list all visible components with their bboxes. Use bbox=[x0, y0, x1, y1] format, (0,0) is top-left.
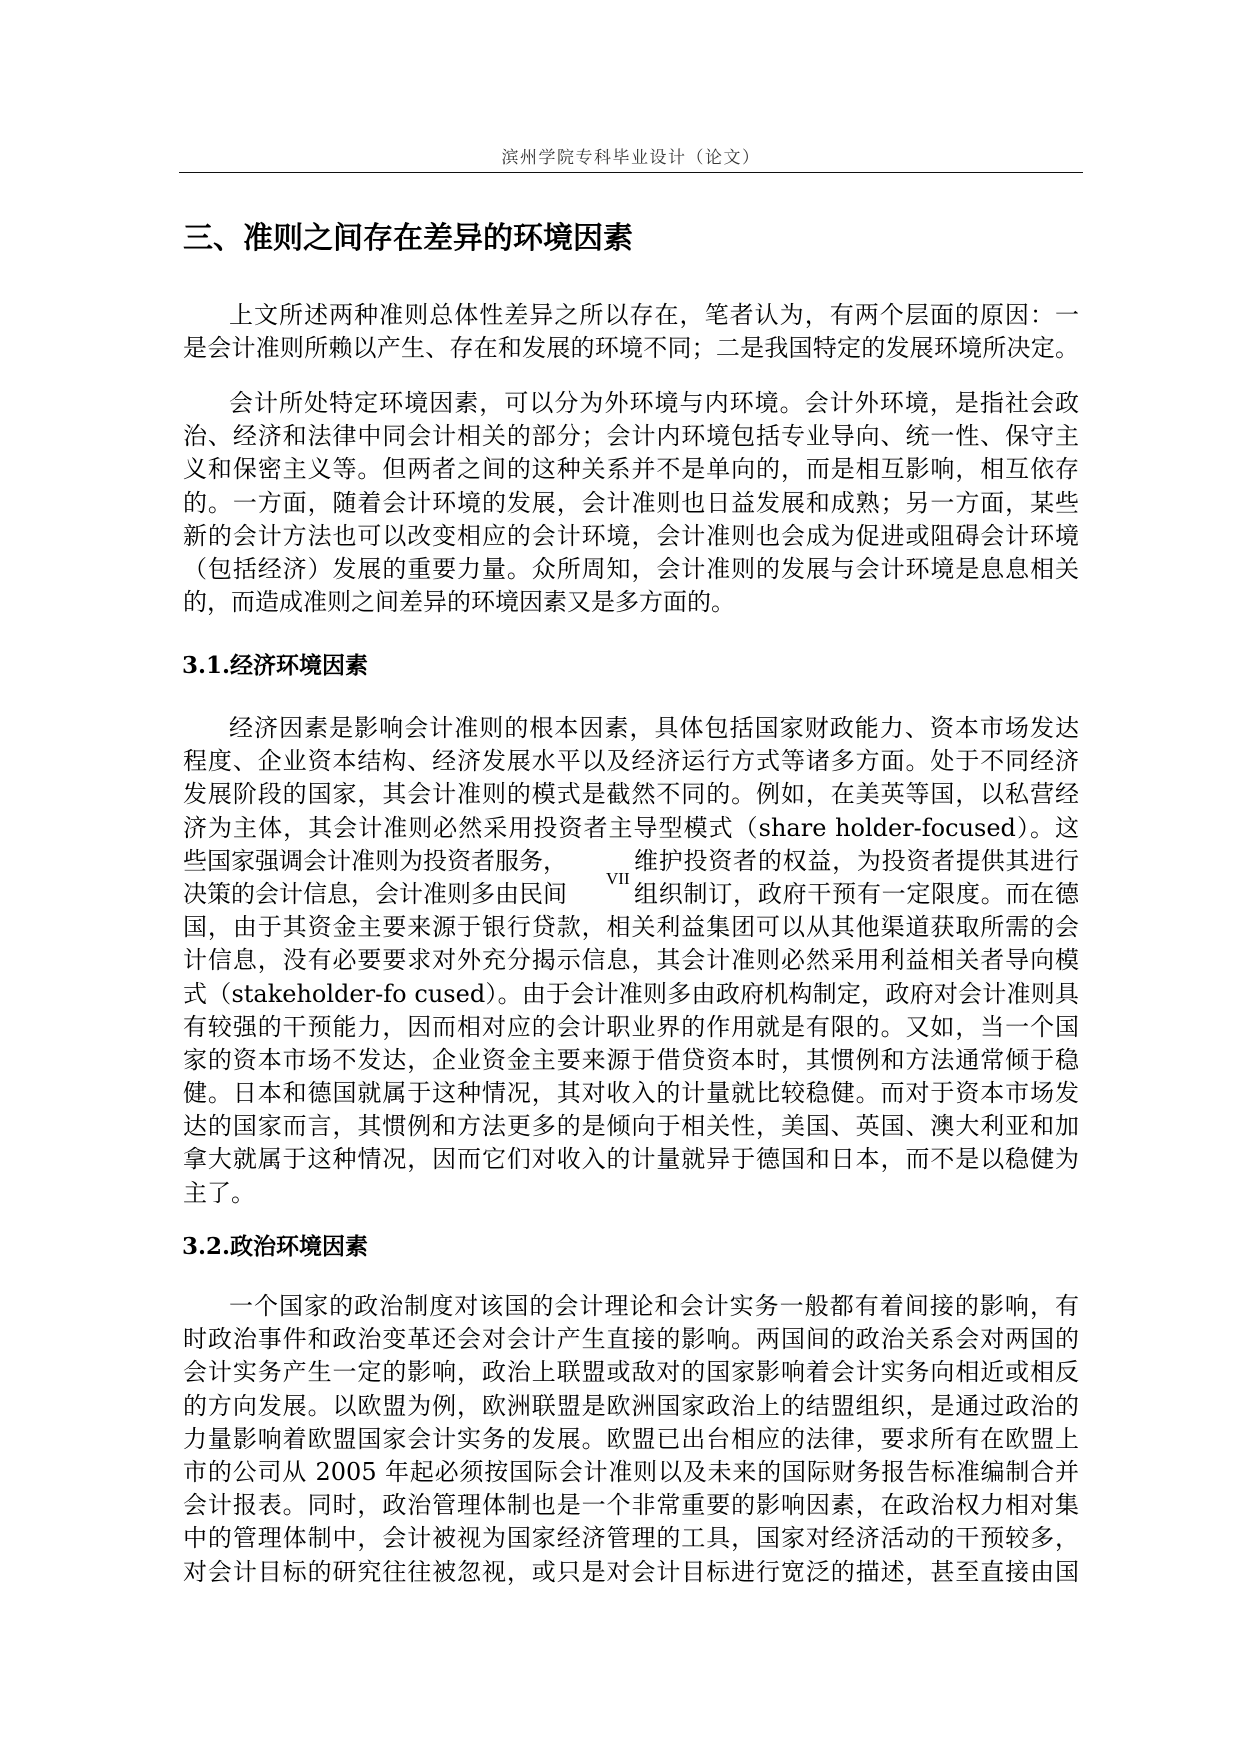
paragraph-line: 会计报表。同时，政治管理体制也是一个非常重要的影响因素，在政治权力相对集 bbox=[183, 1491, 1079, 1520]
paragraph-line: 拿大就属于这种情况，因而它们对收入的计量就异于德国和日本，而不是以稳健为 bbox=[183, 1145, 1079, 1174]
intro-paragraph-1 bbox=[183, 299, 1079, 365]
section-3-1-paragraph bbox=[183, 712, 1079, 1210]
paragraph-line: 力量影响着欧盟国家会计实务的发展。欧盟已出台相应的法律，要求所有在欧盟上 bbox=[183, 1424, 1079, 1453]
paragraph-line: 的方向发展。以欧盟为例，欧洲联盟是欧洲国家政治上的结盟组织，是通过政治的 bbox=[183, 1391, 1079, 1420]
paragraph-line: 经济因素是影响会计准则的根本因素，具体包括国家财政能力、资本市场发达 bbox=[229, 714, 1079, 742]
paragraph-line: 健。日本和德国就属于这种情况，其对收入的计量就比较稳健。而对于资本市场发 bbox=[183, 1079, 1079, 1108]
paragraph-line: 的。一方面，随着会计环境的发展，会计准则也日益发展和成熟；另一方面，某些 bbox=[183, 488, 1079, 517]
paragraph-line: 有较强的干预能力，因而相对应的会计职业界的作用就是有限的。又如，当一个国 bbox=[183, 1012, 1079, 1041]
paragraph-line: 一个国家的政治制度对该国的会计理论和会计实务一般都有着间接的影响，有 bbox=[229, 1292, 1079, 1320]
paragraph-line: 会计实务产生一定的影响，政治上联盟或敌对的国家影响着会计实务向相近或相反 bbox=[183, 1358, 1079, 1387]
paragraph-line: 的，而造成准则之间差异的环境因素又是多方面的。 bbox=[183, 588, 735, 617]
paragraph-line: （包括经济）发展的重要力量。众所周知，会计准则的发展与会计环境是息息相关 bbox=[183, 554, 1079, 583]
line-segment-left: 些国家强调会计准则为投资者服务， bbox=[183, 846, 567, 875]
paragraph-line: 式（stakeholder-fo cused）。由于会计准则多由政府机构制定，政府对会计准则具 bbox=[183, 979, 1079, 1008]
paragraph-line: 治、经济和法律中同会计相关的部分；会计内环境包括专业导向、统一性、保守主 bbox=[183, 422, 1079, 451]
paragraph-line: 国，由于其资金主要来源于银行贷款，相关利益集团可以从其他渠道获取所需的会 bbox=[183, 913, 1079, 942]
paragraph-line: 上文所述两种准则总体性差异之所以存在，笔者认为，有两个层面的原因：一 bbox=[229, 301, 1079, 329]
paragraph-line: 会计所处特定环境因素，可以分为外环境与内环境。会计外环境，是指社会政 bbox=[229, 389, 1079, 417]
paragraph-line: 时政治事件和政治变革还会对会计产生直接的影响。两国间的政治关系会对两国的 bbox=[183, 1325, 1079, 1354]
paragraph-line bbox=[183, 845, 1079, 878]
paragraph-line: 家的资本市场不发达，企业资金主要来源于借贷资本时，其惯例和方法通常倾于稳 bbox=[183, 1045, 1079, 1074]
header-rule bbox=[179, 172, 1083, 173]
paragraph-line: 是会计准则所赖以产生、存在和发展的环境不同；二是我国特定的发展环境所决定。 bbox=[183, 334, 1079, 363]
chapter-title: 三、准则之间存在差异的环境因素 bbox=[183, 221, 633, 256]
section-heading-3-1: 3.1.经济环境因素 bbox=[182, 652, 369, 679]
paragraph-line: 发展阶段的国家，其会计准则的模式是截然不同的。例如，在美英等国，以私营经 bbox=[183, 780, 1079, 809]
line-segment-right: 维护投资者的权益，为投资者提供其进行 bbox=[634, 846, 1079, 875]
line-segment-right: 组织制订，政府干预有一定限度。而在德 bbox=[634, 879, 1079, 908]
paragraph-line bbox=[183, 878, 1079, 911]
paragraph-line: 义和保密主义等。但两者之间的这种关系并不是单向的，而是相互影响，相互依存 bbox=[183, 455, 1079, 484]
page-marker: VII bbox=[606, 869, 630, 888]
paragraph-line: 中的管理体制中，会计被视为国家经济管理的工具，国家对经济活动的干预较多， bbox=[183, 1524, 1079, 1553]
paragraph-line: 计信息，没有必要要求对外充分揭示信息，其会计准则必然采用利益相关者导向模 bbox=[183, 946, 1079, 975]
paragraph-line: 新的会计方法也可以改变相应的会计环境，会计准则也会成为促进或阻碍会计环境 bbox=[183, 521, 1079, 550]
paragraph-line: 对会计目标的研究往往被忽视，或只是对会计目标进行宽泛的描述，甚至直接由国 bbox=[183, 1557, 1079, 1586]
intro-paragraph-2 bbox=[183, 387, 1079, 619]
running-header: 滨州学院专科毕业设计（论文） bbox=[501, 148, 761, 168]
section-heading-3-2: 3.2.政治环境因素 bbox=[182, 1233, 369, 1260]
paragraph-line: 达的国家而言，其惯例和方法更多的是倾向于相关性，美国、英国、澳大利亚和加 bbox=[183, 1112, 1079, 1141]
paragraph-line: 程度、企业资本结构、经济发展水平以及经济运行方式等诸多方面。处于不同经济 bbox=[183, 747, 1079, 776]
paragraph-line: 主了。 bbox=[183, 1178, 255, 1207]
paragraph-line: 市的公司从 2005 年起必须按国际会计准则以及未来的国际财务报告标准编制合并 bbox=[183, 1457, 1079, 1486]
paragraph-line: 济为主体，其会计准则必然采用投资者主导型模式（share holder-focused）。这 bbox=[183, 813, 1079, 842]
section-3-2-paragraph bbox=[183, 1290, 1079, 1589]
line-segment-left: 决策的会计信息，会计准则多由民间 bbox=[183, 879, 567, 908]
